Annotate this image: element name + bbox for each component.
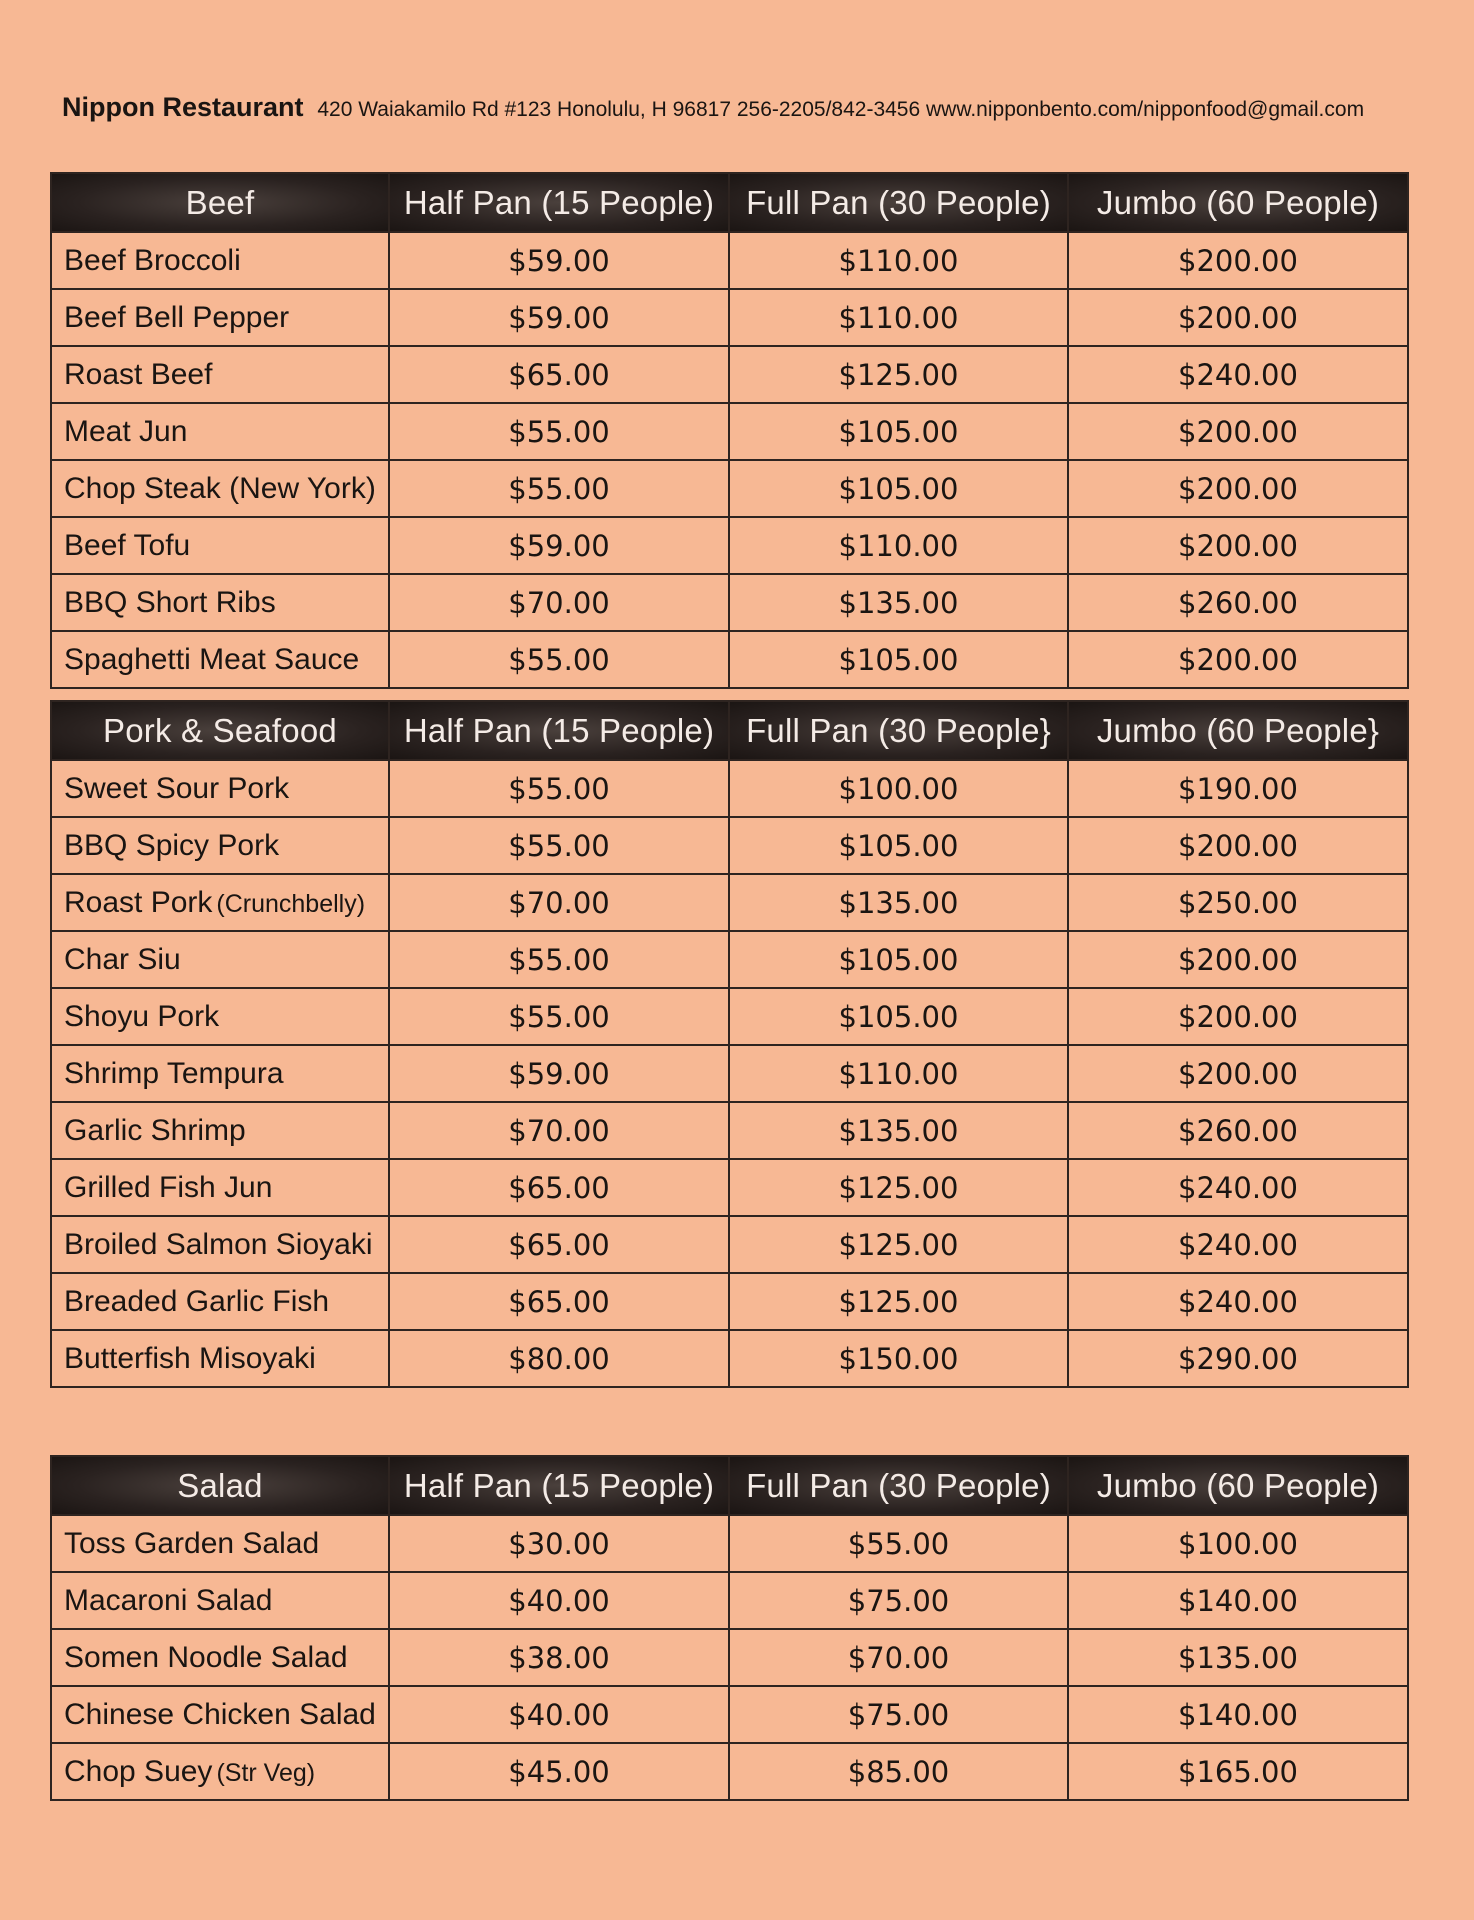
item-name: Somen Noodle Salad [64, 1640, 348, 1674]
menu-row [51, 1045, 1408, 1102]
item-name-cell [51, 817, 389, 874]
full-pan-price: $70.00 [729, 1629, 1068, 1686]
item-name: Toss Garden Salad [64, 1526, 320, 1560]
item-name: Beef Bell Pepper [64, 300, 290, 334]
jumbo-price: $100.00 [1068, 1515, 1408, 1572]
half-pan-price: $55.00 [389, 817, 729, 874]
half-pan-price: $55.00 [389, 631, 729, 688]
jumbo-price: $240.00 [1068, 1216, 1408, 1273]
item-name-cell [51, 1159, 389, 1216]
item-name-cell [51, 346, 389, 403]
jumbo-price: $200.00 [1068, 460, 1408, 517]
jumbo-price: $200.00 [1068, 988, 1408, 1045]
half-pan-price: $65.00 [389, 1273, 729, 1330]
item-name-cell [51, 289, 389, 346]
jumbo-price: $250.00 [1068, 874, 1408, 931]
menu-row [51, 1629, 1408, 1686]
full-pan-price: $105.00 [729, 403, 1068, 460]
half-pan-price: $70.00 [389, 874, 729, 931]
item-name: Garlic Shrimp [64, 1113, 246, 1147]
full-pan-price: $55.00 [729, 1515, 1068, 1572]
item-name-cell [51, 1686, 389, 1743]
half-pan-price: $59.00 [389, 517, 729, 574]
full-pan-price: $100.00 [729, 760, 1068, 817]
full-pan-price: $150.00 [729, 1330, 1068, 1387]
item-name: Chop Suey [64, 1754, 213, 1788]
jumbo-price: $290.00 [1068, 1330, 1408, 1387]
menu-row [51, 1515, 1408, 1572]
full-pan-price: $125.00 [729, 1159, 1068, 1216]
full-pan-price: $125.00 [729, 1273, 1068, 1330]
jumbo-header: Jumbo (60 People} [1068, 701, 1408, 760]
jumbo-price: $135.00 [1068, 1629, 1408, 1686]
beef-menu-table [50, 172, 1409, 689]
full-pan-price: $75.00 [729, 1572, 1068, 1629]
restaurant-name: Nippon Restaurant [62, 92, 304, 122]
item-name-cell [51, 1045, 389, 1102]
menu-row [51, 760, 1408, 817]
restaurant-header [62, 92, 1422, 123]
item-name-cell [51, 1515, 389, 1572]
item-name-cell [51, 574, 389, 631]
half-pan-price: $70.00 [389, 1102, 729, 1159]
full-pan-price: $105.00 [729, 460, 1068, 517]
item-name: Beef Broccoli [64, 243, 241, 277]
menu-row [51, 817, 1408, 874]
half-pan-price: $55.00 [389, 988, 729, 1045]
full-pan-price: $105.00 [729, 931, 1068, 988]
full-pan-price: $125.00 [729, 1216, 1068, 1273]
half-pan-price: $55.00 [389, 931, 729, 988]
menu-row [51, 460, 1408, 517]
item-name: Spaghetti Meat Sauce [64, 642, 360, 676]
half-pan-header: Half Pan (15 People) [389, 701, 729, 760]
jumbo-price: $260.00 [1068, 574, 1408, 631]
item-name-cell [51, 1273, 389, 1330]
full-pan-price: $110.00 [729, 289, 1068, 346]
item-name-cell [51, 988, 389, 1045]
half-pan-price: $65.00 [389, 1159, 729, 1216]
item-name: Roast Beef [64, 357, 213, 391]
half-pan-price: $59.00 [389, 232, 729, 289]
half-pan-price: $70.00 [389, 574, 729, 631]
section-header-row [51, 173, 1408, 232]
item-name-cell [51, 517, 389, 574]
item-name: Shrimp Tempura [64, 1056, 284, 1090]
item-name: Chinese Chicken Salad [64, 1697, 376, 1731]
menu-row [51, 574, 1408, 631]
item-name: Broiled Salmon Sioyaki [64, 1227, 373, 1261]
item-name: Beef Tofu [64, 528, 191, 562]
full-pan-price: $135.00 [729, 574, 1068, 631]
menu-row [51, 289, 1408, 346]
item-name: Roast Pork [64, 885, 213, 919]
menu-row [51, 931, 1408, 988]
item-name-cell [51, 1629, 389, 1686]
jumbo-price: $200.00 [1068, 631, 1408, 688]
jumbo-price: $140.00 [1068, 1686, 1408, 1743]
menu-row [51, 1330, 1408, 1387]
item-name-cell [51, 631, 389, 688]
full-pan-price: $110.00 [729, 1045, 1068, 1102]
full-pan-price: $135.00 [729, 874, 1068, 931]
half-pan-price: $65.00 [389, 346, 729, 403]
address-contact-line: 420 Waiakamilo Rd #123 Honolulu, H 96817 256-2205/842-3456 www.nipponbento.com/nipponfood@gmail.com [317, 98, 1365, 121]
half-pan-header: Half Pan (15 People) [389, 1456, 729, 1515]
menu-row [51, 874, 1408, 931]
half-pan-price: $38.00 [389, 1629, 729, 1686]
full-pan-price: $110.00 [729, 232, 1068, 289]
jumbo-price: $200.00 [1068, 931, 1408, 988]
menu-row [51, 1572, 1408, 1629]
item-name-cell [51, 1216, 389, 1273]
item-name-cell [51, 232, 389, 289]
menu-row [51, 1159, 1408, 1216]
item-name: Grilled Fish Jun [64, 1170, 273, 1204]
menu-row [51, 1273, 1408, 1330]
menu-row [51, 988, 1408, 1045]
salad-menu-table [50, 1455, 1409, 1801]
full-pan-price: $85.00 [729, 1743, 1068, 1800]
item-name: Chop Steak (New York) [64, 471, 376, 505]
section-title: Salad [51, 1456, 389, 1515]
item-name: BBQ Short Ribs [64, 585, 276, 619]
menu-row [51, 1743, 1408, 1800]
item-name-cell [51, 403, 389, 460]
item-name-cell [51, 1572, 389, 1629]
menu-row [51, 517, 1408, 574]
item-name: Breaded Garlic Fish [64, 1284, 330, 1318]
pork-seafood-menu-table [50, 700, 1409, 1388]
item-name-cell [51, 760, 389, 817]
jumbo-price: $200.00 [1068, 1045, 1408, 1102]
item-name-cell [51, 874, 389, 931]
full-pan-header: Full Pan (30 People} [729, 701, 1068, 760]
jumbo-price: $200.00 [1068, 289, 1408, 346]
half-pan-header: Half Pan (15 People) [389, 173, 729, 232]
item-name: Sweet Sour Pork [64, 771, 290, 805]
full-pan-price: $75.00 [729, 1686, 1068, 1743]
jumbo-price: $200.00 [1068, 232, 1408, 289]
jumbo-price: $240.00 [1068, 346, 1408, 403]
item-name-cell [51, 1102, 389, 1159]
item-name: Char Siu [64, 942, 181, 976]
full-pan-price: $105.00 [729, 988, 1068, 1045]
half-pan-price: $55.00 [389, 403, 729, 460]
jumbo-header: Jumbo (60 People) [1068, 1456, 1408, 1515]
full-pan-price: $125.00 [729, 346, 1068, 403]
full-pan-header: Full Pan (30 People) [729, 173, 1068, 232]
item-note: (Str Veg) [216, 1758, 316, 1787]
half-pan-price: $65.00 [389, 1216, 729, 1273]
item-name: Meat Jun [64, 414, 188, 448]
jumbo-price: $140.00 [1068, 1572, 1408, 1629]
menu-row [51, 403, 1408, 460]
menu-row [51, 1686, 1408, 1743]
jumbo-header: Jumbo (60 People) [1068, 173, 1408, 232]
section-header-row [51, 701, 1408, 760]
full-pan-price: $135.00 [729, 1102, 1068, 1159]
half-pan-price: $55.00 [389, 760, 729, 817]
half-pan-price: $30.00 [389, 1515, 729, 1572]
jumbo-price: $200.00 [1068, 517, 1408, 574]
section-header-row [51, 1456, 1408, 1515]
menu-row [51, 346, 1408, 403]
menu-row [51, 1216, 1408, 1273]
half-pan-price: $40.00 [389, 1572, 729, 1629]
jumbo-price: $165.00 [1068, 1743, 1408, 1800]
item-name: Shoyu Pork [64, 999, 220, 1033]
item-name-cell [51, 1743, 389, 1800]
full-pan-price: $105.00 [729, 817, 1068, 874]
jumbo-price: $260.00 [1068, 1102, 1408, 1159]
item-name: Macaroni Salad [64, 1583, 273, 1617]
half-pan-price: $80.00 [389, 1330, 729, 1387]
menu-row [51, 631, 1408, 688]
item-note: (Crunchbelly) [216, 889, 366, 918]
full-pan-price: $110.00 [729, 517, 1068, 574]
half-pan-price: $40.00 [389, 1686, 729, 1743]
half-pan-price: $45.00 [389, 1743, 729, 1800]
section-title: Pork & Seafood [51, 701, 389, 760]
menu-row [51, 232, 1408, 289]
jumbo-price: $240.00 [1068, 1159, 1408, 1216]
item-name-cell [51, 460, 389, 517]
jumbo-price: $190.00 [1068, 760, 1408, 817]
item-name-cell [51, 931, 389, 988]
jumbo-price: $200.00 [1068, 403, 1408, 460]
item-name-cell [51, 1330, 389, 1387]
half-pan-price: $59.00 [389, 289, 729, 346]
item-name: Butterfish Misoyaki [64, 1341, 316, 1375]
half-pan-price: $55.00 [389, 460, 729, 517]
jumbo-price: $200.00 [1068, 817, 1408, 874]
jumbo-price: $240.00 [1068, 1273, 1408, 1330]
half-pan-price: $59.00 [389, 1045, 729, 1102]
section-title: Beef [51, 173, 389, 232]
full-pan-header: Full Pan (30 People) [729, 1456, 1068, 1515]
item-name: BBQ Spicy Pork [64, 828, 280, 862]
menu-row [51, 1102, 1408, 1159]
full-pan-price: $105.00 [729, 631, 1068, 688]
